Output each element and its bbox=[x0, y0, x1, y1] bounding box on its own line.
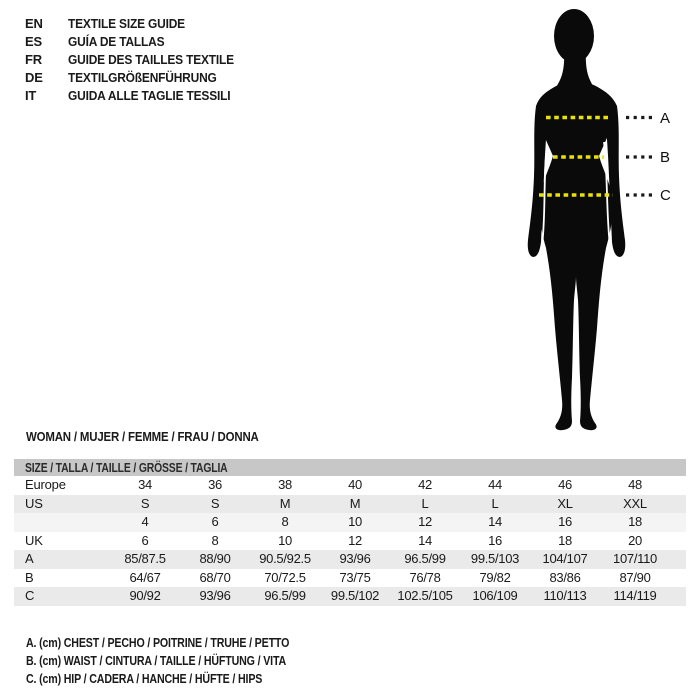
size-cell: 90/92 bbox=[129, 588, 161, 603]
size-cell: 96.5/99 bbox=[404, 551, 446, 566]
size-cell: 8 bbox=[281, 514, 289, 529]
table-row-chest-a bbox=[14, 550, 686, 569]
size-cell: 8 bbox=[211, 532, 219, 548]
size-cell: 36 bbox=[208, 477, 222, 492]
size-cell: 87/90 bbox=[619, 569, 651, 585]
row-label: US bbox=[25, 495, 43, 511]
size-cell: 12 bbox=[348, 532, 362, 548]
size-cell: 68/70 bbox=[199, 569, 231, 585]
size-cell: 99.5/102 bbox=[330, 588, 380, 603]
woman-body-shape bbox=[537, 84, 615, 430]
size-cell: 83/86 bbox=[549, 569, 581, 585]
size-cell: 14 bbox=[418, 532, 432, 548]
chest-marker-label: A bbox=[660, 110, 671, 127]
size-cell: 4 bbox=[141, 514, 149, 529]
size-cell: 18 bbox=[628, 514, 642, 529]
size-cell: 114/119 bbox=[613, 588, 657, 603]
legend-hip-text: C. (cm) HIP / CADERA / HANCHE / HÜFTE / HIPS bbox=[26, 671, 263, 686]
table-row-us bbox=[14, 495, 686, 514]
size-cell: 110/113 bbox=[543, 588, 587, 603]
measurement-legend bbox=[26, 634, 347, 688]
size-cell: 18 bbox=[558, 532, 572, 548]
size-cell: 64/67 bbox=[129, 569, 161, 585]
lang-label: GUIDA ALLE TAGLIE TESSILI bbox=[68, 88, 231, 103]
section-title-text: WOMAN / MUJER / FEMME / FRAU / DONNA bbox=[26, 429, 259, 444]
size-cell: 14 bbox=[488, 514, 502, 529]
legend-line-waist bbox=[26, 652, 347, 670]
size-cell: 10 bbox=[278, 532, 292, 548]
size-cell: 16 bbox=[558, 514, 572, 529]
size-cell: 79/82 bbox=[479, 569, 511, 585]
size-cell: 102.5/105 bbox=[397, 588, 453, 603]
lang-label: TEXTILGRÖßENFÜHRUNG bbox=[68, 70, 217, 85]
lang-row-es bbox=[25, 33, 248, 51]
size-cell: 20 bbox=[628, 532, 642, 548]
lang-code: ES bbox=[25, 34, 42, 49]
lang-code: DE bbox=[25, 70, 43, 85]
lang-row-de bbox=[25, 69, 248, 87]
size-cell: 106/109 bbox=[472, 588, 518, 603]
waist-marker-label: B bbox=[660, 149, 671, 166]
size-cell: 10 bbox=[348, 514, 362, 529]
row-label: A bbox=[25, 551, 34, 566]
row-label: B bbox=[25, 569, 34, 585]
lang-label: GUÍA DE TALLAS bbox=[68, 34, 165, 49]
size-cell: 40 bbox=[348, 477, 362, 492]
size-cell: M bbox=[349, 495, 361, 511]
section-title bbox=[26, 428, 290, 446]
lang-label: TEXTILE SIZE GUIDE bbox=[68, 16, 185, 31]
table-header bbox=[14, 459, 686, 476]
size-cell: 107/110 bbox=[613, 551, 657, 566]
row-label: Europe bbox=[25, 477, 66, 492]
size-cell: 93/96 bbox=[339, 551, 371, 566]
table-row-uk bbox=[14, 532, 686, 551]
lang-row-it bbox=[25, 87, 248, 105]
size-cell: 76/78 bbox=[409, 569, 441, 585]
legend-line-chest bbox=[26, 634, 347, 652]
size-cell: 99.5/103 bbox=[470, 551, 520, 566]
size-cell: 104/107 bbox=[542, 551, 588, 566]
size-cell: 96.5/99 bbox=[264, 588, 306, 603]
size-cell: 12 bbox=[418, 514, 432, 529]
size-cell: L bbox=[421, 495, 429, 511]
size-table bbox=[14, 459, 686, 606]
size-cell: S bbox=[210, 495, 220, 511]
size-cell: 88/90 bbox=[199, 551, 231, 566]
language-list bbox=[25, 15, 248, 105]
table-row-hip-c bbox=[14, 587, 686, 606]
legend-chest-text: A. (cm) CHEST / PECHO / POITRINE / TRUHE / PETTO bbox=[26, 635, 290, 650]
size-cell: 44 bbox=[488, 477, 502, 492]
hip-marker-label: C bbox=[660, 187, 671, 204]
legend-line-hip bbox=[26, 670, 347, 688]
size-cell: 90.5/92.5 bbox=[259, 551, 311, 566]
size-cell: L bbox=[491, 495, 499, 511]
lang-row-fr bbox=[25, 51, 248, 69]
size-cell: 85/87.5 bbox=[124, 551, 166, 566]
lang-row-en bbox=[25, 15, 248, 33]
size-cell: XXL bbox=[623, 495, 647, 511]
size-cell: 6 bbox=[141, 532, 149, 548]
size-cell: 70/72.5 bbox=[264, 569, 306, 585]
size-cell: 16 bbox=[488, 532, 502, 548]
size-cell: XL bbox=[557, 495, 573, 511]
lang-code: FR bbox=[25, 52, 42, 67]
size-cell: S bbox=[140, 495, 150, 511]
table-header-text: SIZE / TALLA / TAILLE / GRÖSSE / TAGLIA bbox=[25, 460, 228, 475]
size-cell: 34 bbox=[138, 477, 152, 492]
lang-code: IT bbox=[25, 88, 37, 103]
size-cell: 48 bbox=[628, 477, 642, 492]
size-cell: 93/96 bbox=[199, 588, 231, 603]
size-cell: 42 bbox=[418, 477, 432, 492]
lang-label: GUIDE DES TAILLES TEXTILE bbox=[68, 52, 234, 67]
row-label: UK bbox=[25, 532, 43, 548]
size-cell: M bbox=[279, 495, 291, 511]
size-cell: 73/75 bbox=[339, 569, 371, 585]
size-cell: 46 bbox=[558, 477, 572, 492]
lang-code: EN bbox=[25, 16, 43, 31]
table-row-numeric bbox=[14, 513, 686, 532]
size-cell: 38 bbox=[278, 477, 292, 492]
legend-waist-text: B. (cm) WAIST / CINTURA / TAILLE / HÜFTUNG / VITA bbox=[26, 653, 287, 668]
size-cell: 6 bbox=[211, 514, 219, 529]
table-row-europe bbox=[14, 476, 686, 495]
table-row-waist-b bbox=[14, 569, 686, 588]
woman-silhouette-figure bbox=[450, 0, 700, 450]
row-label: C bbox=[25, 588, 35, 603]
row-label bbox=[14, 513, 110, 532]
